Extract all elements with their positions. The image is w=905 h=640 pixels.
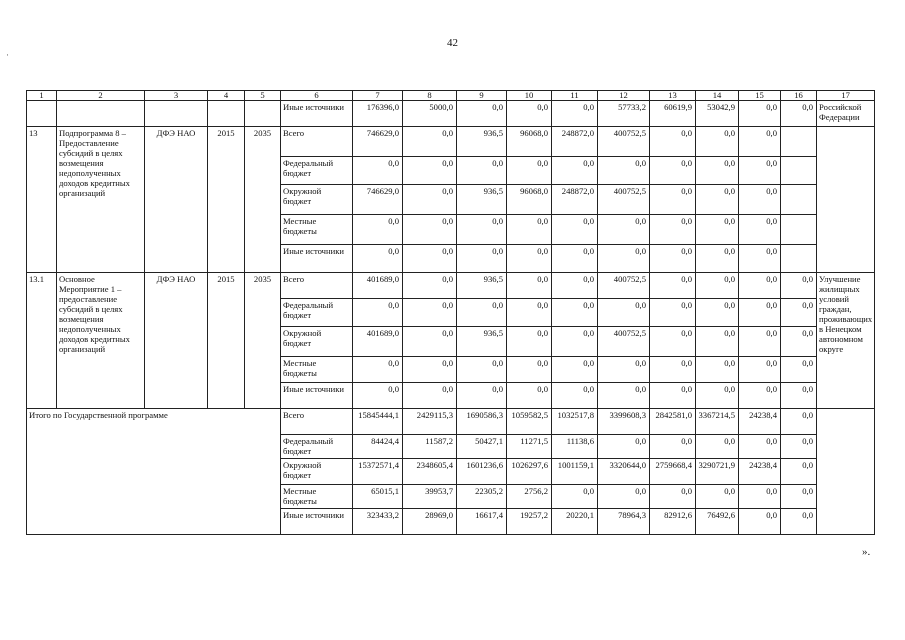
value-cell: 0,0 (403, 357, 457, 383)
value-cell: 0,0 (739, 299, 781, 327)
source-label: Окружной бюджет (281, 459, 353, 485)
source-label: Иные источники (281, 101, 353, 127)
empty-cell (245, 101, 281, 127)
value-cell: 0,0 (507, 327, 552, 357)
column-header: 10 (507, 91, 552, 101)
value-cell: 0,0 (781, 509, 817, 535)
value-cell: 0,0 (739, 127, 781, 157)
value-cell: 0,0 (507, 383, 552, 409)
value-cell: 0,0 (552, 273, 598, 299)
value-cell: 65015,1 (353, 485, 403, 509)
value-cell: 3367214,5 (696, 409, 739, 435)
value-cell: 0,0 (552, 101, 598, 127)
value-cell: 400752,5 (598, 273, 650, 299)
value-cell: 0,0 (739, 509, 781, 535)
value-cell: 0,0 (696, 485, 739, 509)
value-cell: 0,0 (353, 357, 403, 383)
value-cell: 0,0 (650, 273, 696, 299)
source-label: Федеральный бюджет (281, 157, 353, 185)
column-header: 13 (650, 91, 696, 101)
table-row (27, 127, 875, 157)
result-cell: Улучшение жилищных условий граждан, проживающих в Ненецком автономном округе (817, 273, 875, 409)
value-cell: 0,0 (507, 215, 552, 245)
column-header: 17 (817, 91, 875, 101)
column-header: 12 (598, 91, 650, 101)
value-cell: 1026297,6 (507, 459, 552, 485)
value-cell: 0,0 (696, 327, 739, 357)
value-cell: 0,0 (739, 215, 781, 245)
end-year: 2035 (245, 273, 281, 409)
value-cell: 76492,6 (696, 509, 739, 535)
value-cell: 0,0 (696, 435, 739, 459)
value-cell: 0,0 (696, 245, 739, 273)
value-cell: 0,0 (403, 383, 457, 409)
value-cell: 0,0 (739, 383, 781, 409)
value-cell: 1059582,5 (507, 409, 552, 435)
value-cell: 400752,5 (598, 327, 650, 357)
item-name: Подпрограмма 8 – Предоставление субсидий в целях возмещения недополученных доходов кредитных организаций (57, 127, 145, 273)
value-cell: 0,0 (403, 127, 457, 157)
value-cell: 0,0 (696, 215, 739, 245)
value-cell: 0,0 (598, 215, 650, 245)
source-label: Всего (281, 273, 353, 299)
value-cell: 0,0 (650, 245, 696, 273)
value-cell: 0,0 (781, 273, 817, 299)
table-row (27, 101, 875, 127)
value-cell: 24238,4 (739, 459, 781, 485)
value-cell: 0,0 (507, 273, 552, 299)
column-header: 6 (281, 91, 353, 101)
value-cell: 0,0 (650, 215, 696, 245)
value-cell: 15845444,1 (353, 409, 403, 435)
column-header: 2 (57, 91, 145, 101)
value-cell: 57733,2 (598, 101, 650, 127)
column-header: 14 (696, 91, 739, 101)
value-cell: 0,0 (353, 383, 403, 409)
column-header: 15 (739, 91, 781, 101)
value-cell: 400752,5 (598, 127, 650, 157)
empty-cell (781, 127, 817, 157)
empty-cell (781, 215, 817, 245)
value-cell: 16617,4 (457, 509, 507, 535)
empty-cell (145, 101, 208, 127)
value-cell: 0,0 (403, 157, 457, 185)
value-cell: 0,0 (457, 157, 507, 185)
value-cell: 0,0 (650, 357, 696, 383)
source-label: Местные бюджеты (281, 357, 353, 383)
value-cell: 1001159,1 (552, 459, 598, 485)
end-year: 2035 (245, 127, 281, 273)
value-cell: 0,0 (696, 357, 739, 383)
value-cell: 0,0 (353, 299, 403, 327)
value-cell: 22305,2 (457, 485, 507, 509)
value-cell: 84424,4 (353, 435, 403, 459)
value-cell: 11271,5 (507, 435, 552, 459)
value-cell: 53042,9 (696, 101, 739, 127)
start-year: 2015 (208, 127, 245, 273)
value-cell: 0,0 (739, 185, 781, 215)
value-cell: 0,0 (739, 327, 781, 357)
source-label: Всего (281, 409, 353, 435)
empty-cell (817, 409, 875, 535)
source-label: Иные источники (281, 245, 353, 273)
empty-cell (208, 101, 245, 127)
value-cell: 400752,5 (598, 185, 650, 215)
empty-cell (27, 101, 57, 127)
value-cell: 0,0 (739, 245, 781, 273)
value-cell: 0,0 (598, 357, 650, 383)
value-cell: 3320644,0 (598, 459, 650, 485)
value-cell: 96068,0 (507, 185, 552, 215)
value-cell: 0,0 (781, 459, 817, 485)
executor: ДФЭ НАО (145, 273, 208, 409)
value-cell: 0,0 (650, 157, 696, 185)
page-number: 42 (447, 37, 458, 49)
value-cell: 0,0 (598, 383, 650, 409)
value-cell: 0,0 (696, 127, 739, 157)
value-cell: 0,0 (650, 185, 696, 215)
value-cell: 936,5 (457, 127, 507, 157)
value-cell: 0,0 (403, 327, 457, 357)
value-cell: 936,5 (457, 327, 507, 357)
value-cell: 78964,3 (598, 509, 650, 535)
empty-cell (781, 245, 817, 273)
value-cell: 0,0 (739, 485, 781, 509)
item-number: 13 (27, 127, 57, 273)
empty-cell (781, 157, 817, 185)
value-cell: 0,0 (552, 357, 598, 383)
value-cell: 0,0 (552, 245, 598, 273)
value-cell: 0,0 (403, 299, 457, 327)
start-year: 2015 (208, 273, 245, 409)
item-number: 13.1 (27, 273, 57, 409)
table-row (27, 409, 875, 435)
value-cell: 0,0 (598, 245, 650, 273)
value-cell: 2759668,4 (650, 459, 696, 485)
value-cell: 0,0 (781, 383, 817, 409)
result-cell: Российской Федерации (817, 101, 875, 127)
value-cell: 746629,0 (353, 127, 403, 157)
value-cell: 0,0 (696, 273, 739, 299)
column-header: 8 (403, 91, 457, 101)
value-cell: 5000,0 (403, 101, 457, 127)
closing-quote: ». (862, 546, 871, 558)
value-cell: 0,0 (598, 299, 650, 327)
value-cell: 50427,1 (457, 435, 507, 459)
value-cell: 0,0 (696, 185, 739, 215)
value-cell: 0,0 (353, 157, 403, 185)
source-label: Окружной бюджет (281, 327, 353, 357)
value-cell: 19257,2 (507, 509, 552, 535)
value-cell: 0,0 (739, 157, 781, 185)
total-label: Итого по Государственной программе (27, 409, 281, 535)
value-cell: 0,0 (598, 485, 650, 509)
value-cell: 11138,6 (552, 435, 598, 459)
item-name: Основное Мероприятие 1 – предоставление субсидий в целях возмещения недополученных доходов кредитных организаций (57, 273, 145, 409)
value-cell: 0,0 (507, 101, 552, 127)
value-cell: 60619,9 (650, 101, 696, 127)
value-cell: 11587,2 (403, 435, 457, 459)
value-cell: 0,0 (552, 157, 598, 185)
value-cell: 248872,0 (552, 185, 598, 215)
value-cell: 3290721,9 (696, 459, 739, 485)
source-label: Всего (281, 127, 353, 157)
source-label: Иные источники (281, 383, 353, 409)
value-cell: 0,0 (353, 245, 403, 273)
value-cell: 0,0 (650, 383, 696, 409)
value-cell: 0,0 (781, 485, 817, 509)
result-cell (817, 127, 875, 273)
value-cell: 39953,7 (403, 485, 457, 509)
table-row (27, 273, 875, 299)
value-cell: 1601236,6 (457, 459, 507, 485)
value-cell: 96068,0 (507, 127, 552, 157)
value-cell: 0,0 (403, 215, 457, 245)
value-cell: 0,0 (696, 299, 739, 327)
value-cell: 0,0 (650, 327, 696, 357)
value-cell: 0,0 (781, 409, 817, 435)
value-cell: 2756,2 (507, 485, 552, 509)
value-cell: 24238,4 (739, 409, 781, 435)
value-cell: 0,0 (650, 485, 696, 509)
value-cell: 0,0 (507, 357, 552, 383)
value-cell: 0,0 (552, 215, 598, 245)
column-header: 9 (457, 91, 507, 101)
value-cell: 3399608,3 (598, 409, 650, 435)
value-cell: 0,0 (552, 383, 598, 409)
value-cell: 0,0 (552, 485, 598, 509)
value-cell: 0,0 (457, 383, 507, 409)
value-cell: 0,0 (650, 127, 696, 157)
source-label: Федеральный бюджет (281, 299, 353, 327)
value-cell: 176396,0 (353, 101, 403, 127)
column-header: 5 (245, 91, 281, 101)
value-cell: 248872,0 (552, 127, 598, 157)
value-cell: 1032517,8 (552, 409, 598, 435)
value-cell: 0,0 (781, 435, 817, 459)
source-label: Федеральный бюджет (281, 435, 353, 459)
value-cell: 0,0 (739, 435, 781, 459)
value-cell: 28969,0 (403, 509, 457, 535)
value-cell: 0,0 (598, 435, 650, 459)
value-cell: 2842581,0 (650, 409, 696, 435)
value-cell: 401689,0 (353, 273, 403, 299)
value-cell: 0,0 (457, 101, 507, 127)
value-cell: 0,0 (457, 299, 507, 327)
value-cell: 0,0 (403, 273, 457, 299)
margin-mark: · (6, 50, 9, 60)
value-cell: 0,0 (650, 435, 696, 459)
value-cell: 82912,6 (650, 509, 696, 535)
value-cell: 0,0 (781, 299, 817, 327)
value-cell: 746629,0 (353, 185, 403, 215)
value-cell: 0,0 (781, 357, 817, 383)
column-header: 4 (208, 91, 245, 101)
value-cell: 0,0 (507, 245, 552, 273)
value-cell: 0,0 (507, 299, 552, 327)
value-cell: 0,0 (781, 101, 817, 127)
table-row (27, 91, 875, 101)
value-cell: 0,0 (696, 157, 739, 185)
value-cell: 0,0 (552, 327, 598, 357)
value-cell: 0,0 (457, 357, 507, 383)
column-header: 11 (552, 91, 598, 101)
value-cell: 0,0 (650, 299, 696, 327)
value-cell: 0,0 (739, 357, 781, 383)
value-cell: 0,0 (598, 157, 650, 185)
value-cell: 1690586,3 (457, 409, 507, 435)
value-cell: 20220,1 (552, 509, 598, 535)
source-label: Местные бюджеты (281, 215, 353, 245)
value-cell: 401689,0 (353, 327, 403, 357)
column-header: 3 (145, 91, 208, 101)
program-finance-table (26, 90, 875, 535)
source-label: Местные бюджеты (281, 485, 353, 509)
value-cell: 0,0 (353, 215, 403, 245)
value-cell: 2429115,3 (403, 409, 457, 435)
value-cell: 936,5 (457, 185, 507, 215)
value-cell: 15372571,4 (353, 459, 403, 485)
value-cell: 323433,2 (353, 509, 403, 535)
value-cell: 0,0 (403, 245, 457, 273)
column-header: 16 (781, 91, 817, 101)
column-header: 1 (27, 91, 57, 101)
value-cell: 0,0 (739, 101, 781, 127)
value-cell: 0,0 (457, 245, 507, 273)
source-label: Иные источники (281, 509, 353, 535)
source-label: Окружной бюджет (281, 185, 353, 215)
value-cell: 0,0 (696, 383, 739, 409)
column-header: 7 (353, 91, 403, 101)
value-cell: 0,0 (781, 327, 817, 357)
value-cell: 2348605,4 (403, 459, 457, 485)
value-cell: 0,0 (552, 299, 598, 327)
value-cell: 936,5 (457, 273, 507, 299)
executor: ДФЭ НАО (145, 127, 208, 273)
value-cell: 0,0 (507, 157, 552, 185)
value-cell: 0,0 (403, 185, 457, 215)
value-cell: 0,0 (457, 215, 507, 245)
value-cell: 0,0 (739, 273, 781, 299)
empty-cell (57, 101, 145, 127)
empty-cell (781, 185, 817, 215)
